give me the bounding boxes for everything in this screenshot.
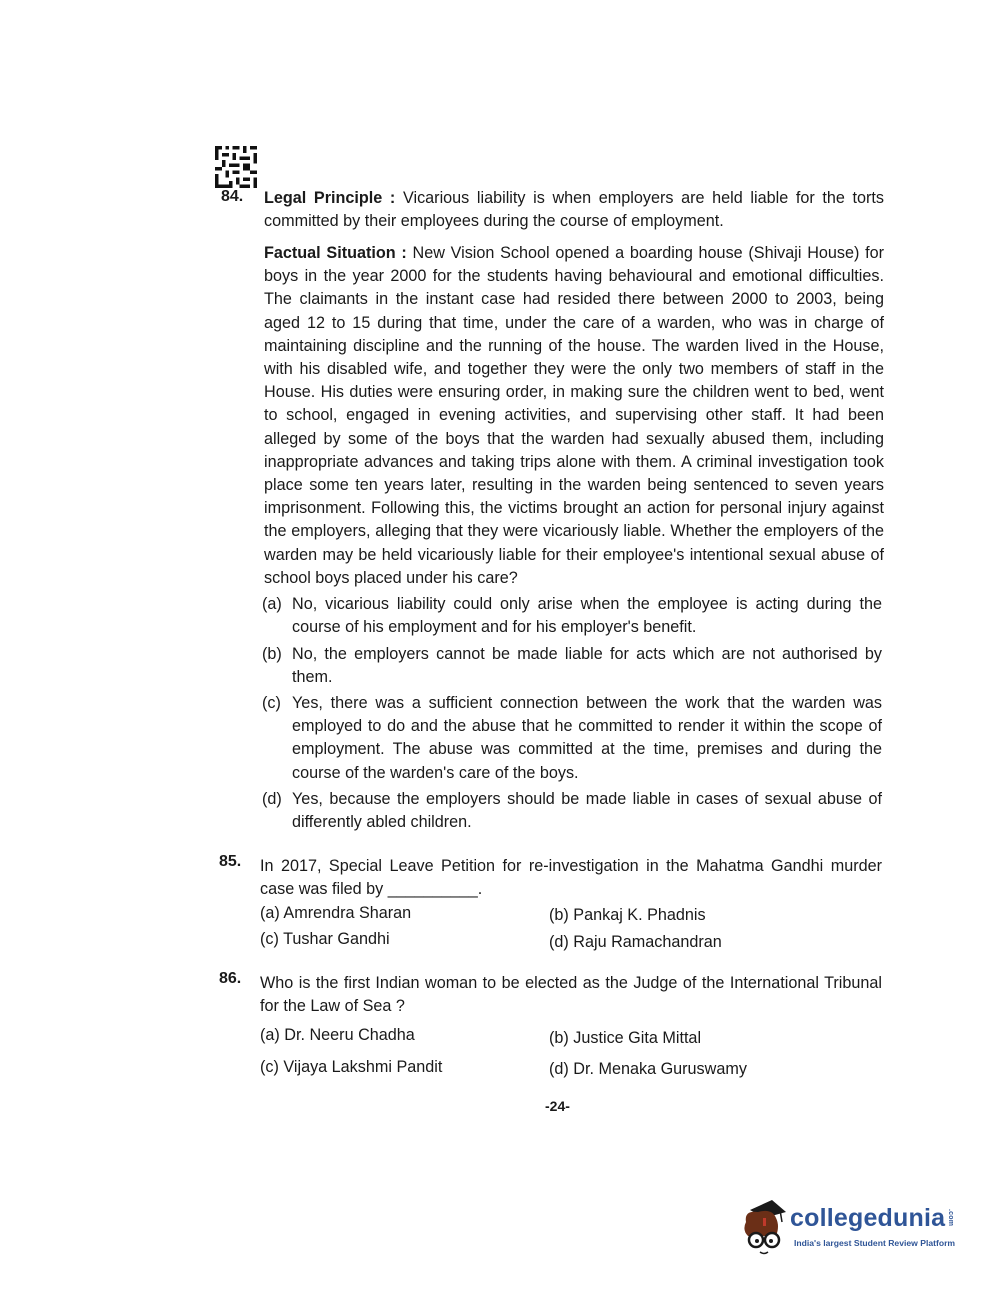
q86-option-b (549, 1027, 701, 1050)
brand-tagline: India's largest Student Review Platform (794, 1238, 956, 1248)
question-85-number: 85. (219, 853, 242, 870)
option-text: No, vicarious liability could only arise when the employee is acting during the course of his employment and for his employer's benefit. (292, 595, 882, 637)
q86-option-a (260, 1024, 415, 1047)
factual-situation-text: New Vision School opened a boarding house (Shivaji House) for boys in the year 2000 for the students having behavioural and emotional difficulties. The claimants in the instant case had resided there between 2000 to 2003, being aged 12 to 15 during that time, under the care of a warden, who was in charge of maintaining discipline and the running of the house. The warden lived in the House, with his disabled wife, and together they were the only two members of staff in the House. His duties were ensuring order, in making sure the children went to bed, went to school, engaged in evening activities, and supervising other staff. It had been alleged by some of the boys that the warden had sexually abused them, including inappropriate advances and taking trips alone with them. A criminal investigation took place some ten years later, resulting in the warden being sentenced to seven years imprisonment. Following this, the victims brought an action for personal injury against the employers, alleging that they were vicariously liable. Whether the employers of the warden may be held vicariously liable for their employee's intentional sexual abuse of school boys placed under his care? (264, 244, 884, 587)
option-text: Justice Gita Mittal (573, 1029, 702, 1047)
option-text: Yes, because the employers should be made liable in cases of sexual abuse of differently abled children. (292, 790, 882, 832)
option-label: (c) (260, 1058, 279, 1076)
q85-option-a (260, 902, 411, 925)
option-label: (a) (260, 1026, 280, 1044)
option-label: (b) (549, 1029, 569, 1047)
option-label: (b) (549, 906, 569, 924)
qr-code-icon (215, 146, 257, 188)
option-label: (c) (262, 694, 281, 712)
option-text: Pankaj K. Phadnis (573, 906, 706, 924)
option-label: (b) (262, 645, 282, 663)
option-label: (a) (262, 595, 282, 613)
option-text: Yes, there was a sufficient connection between the work that the warden was employed to do and the abuse that he committed to render it within the scope of employment. The abuse was committed at the time, premises and during the course of the warden's care of the boys. (292, 694, 882, 782)
question-84-principle (264, 187, 884, 233)
q86-option-c (260, 1056, 442, 1079)
option-text: Dr. Menaka Guruswamy (573, 1060, 747, 1078)
question-85-text: In 2017, Special Leave Petition for re-investigation in the Mahatma Gandhi murder case was filed by __________. (260, 857, 882, 899)
option-text: Tushar Gandhi (283, 930, 390, 948)
option-text: Dr. Neeru Chadha (284, 1026, 415, 1044)
option-label: (d) (549, 933, 569, 951)
brand-suffix: .com (947, 1208, 955, 1226)
q86-option-d (549, 1058, 747, 1081)
factual-situation-label: Factual Situation : (264, 244, 407, 262)
question-84-facts (264, 242, 884, 590)
legal-principle-label: Legal Principle : (264, 189, 396, 207)
page-number: -24- (545, 1098, 570, 1114)
q84-option-a (262, 593, 882, 639)
option-label: (d) (262, 790, 282, 808)
question-86-number: 86. (219, 970, 242, 987)
q85-option-d (549, 931, 722, 954)
brand-name (790, 1204, 954, 1233)
q84-option-d (262, 788, 882, 834)
legal-principle-text: Vicarious liability is when employers are held liable for the torts committed by their employees during the course of employment. (264, 189, 884, 231)
brand-text: collegedunia (790, 1204, 946, 1232)
option-text: Amrendra Sharan (283, 904, 412, 922)
option-text: Vijaya Lakshmi Pandit (283, 1058, 443, 1076)
collegedunia-watermark (736, 1196, 962, 1262)
q85-option-c (260, 928, 390, 951)
q85-option-b (549, 904, 706, 927)
question-84-number: 84. (221, 188, 244, 205)
option-text: Raju Ramachandran (573, 933, 722, 951)
option-label: (a) (260, 904, 280, 922)
q84-option-b (262, 643, 882, 689)
mascot-icon (736, 1196, 788, 1258)
question-86-text: Who is the first Indian woman to be elected as the Judge of the International Tribunal for the Law of Sea ? (260, 974, 882, 1016)
option-label: (d) (549, 1060, 569, 1078)
option-text: No, the employers cannot be made liable for acts which are not authorised by them. (292, 645, 882, 687)
option-label: (c) (260, 930, 279, 948)
q84-option-c (262, 692, 882, 785)
